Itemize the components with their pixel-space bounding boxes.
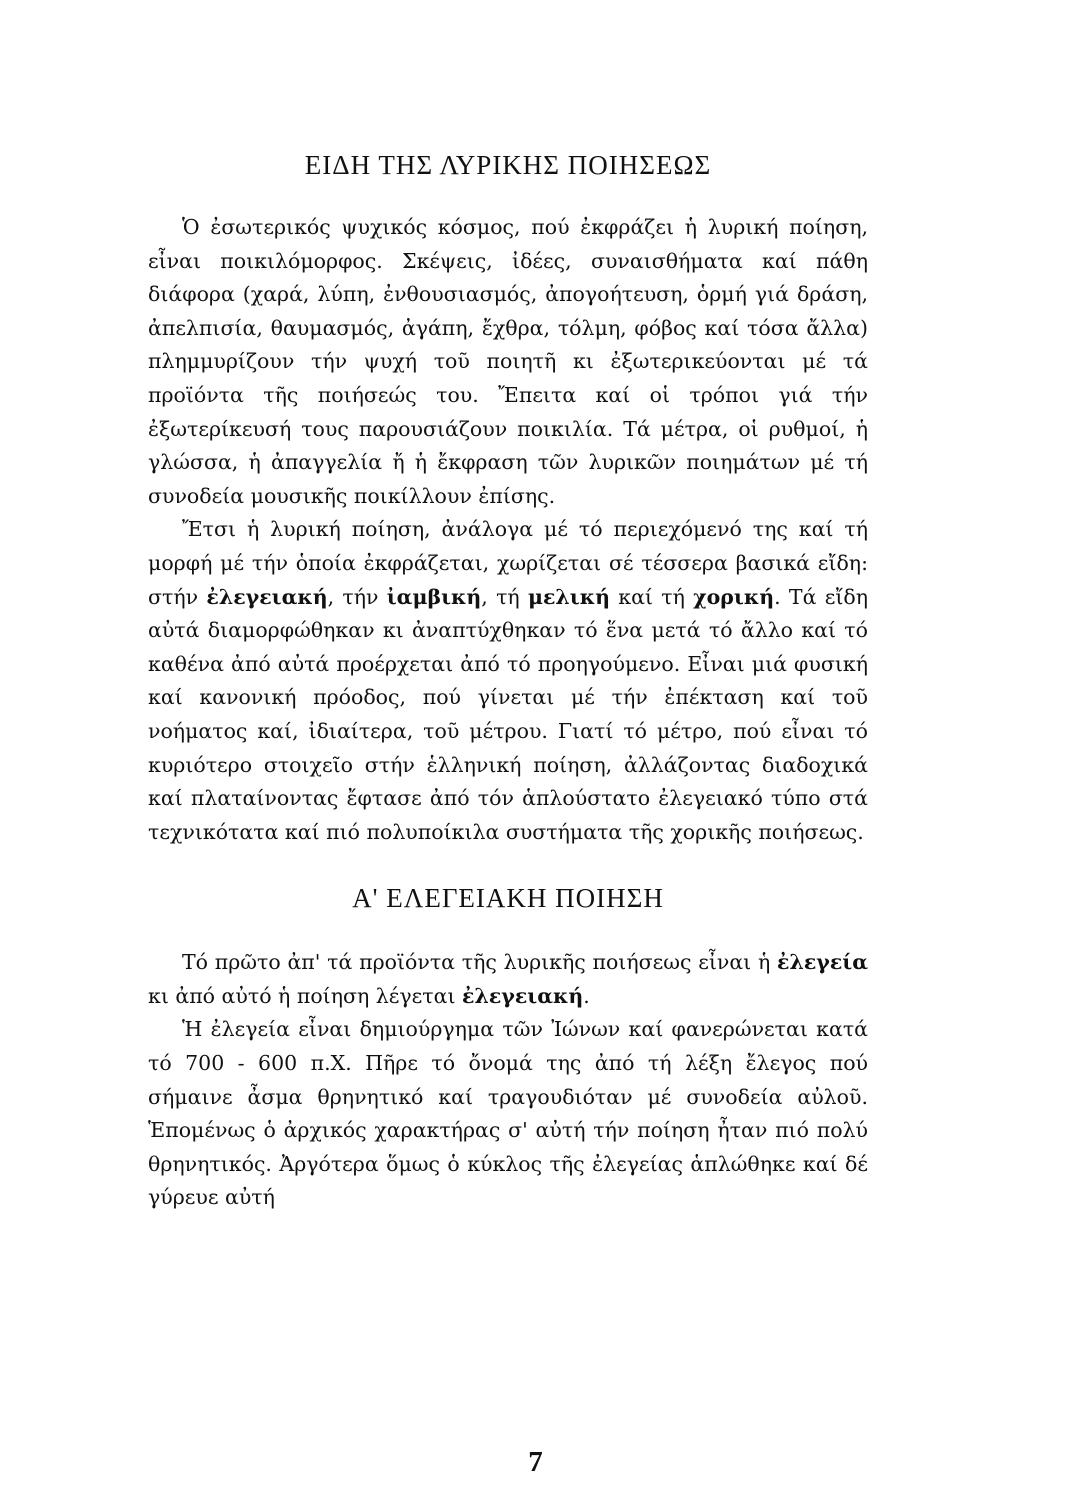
term-elegiac: ἐλεγειακή	[206, 584, 328, 609]
elegy-text-2: κι ἀπό αὐτό ἡ ποίηση λέγεται	[148, 983, 462, 1008]
intro-paragraph-2	[148, 513, 868, 849]
intro-text-3: , τή	[481, 584, 528, 609]
term-choral: χορική	[693, 584, 775, 609]
intro-text-2: , τήν	[327, 584, 387, 609]
book-page	[148, 148, 868, 1215]
term-elegiac-2: ἐλεγειακή	[462, 983, 584, 1008]
elegy-paragraph-1	[148, 946, 868, 1013]
page-number: 7	[528, 1446, 543, 1478]
section-title: ΕΙΔΗ ΤΗΣ ΛΥΡΙΚΗΣ ΠΟΙΗΣΕΩΣ	[304, 150, 712, 180]
term-elegy: ἐλεγεία	[777, 950, 868, 975]
subsection-title: Α' ΕΛΕΓΕΙΑΚΗ ΠΟΙΗΣΗ	[352, 883, 664, 914]
elegy-text-1: Τό πρῶτο ἀπ' τά προϊόντα τῆς λυρικῆς ποιήσεως εἶναι ἡ	[182, 950, 777, 975]
intro-text-4: καί τή	[610, 584, 694, 609]
intro-text-1: Ἔτσι ἡ λυρική ποίηση, ἀνάλογα μέ τό περιεχόμενό της καί τή μορφή μέ τήν ὁποία ἐκφράζεται, χωρίζεται σέ τέσσερα βασικά εἴδη: στήν	[148, 517, 868, 609]
intro-text-5: . Τά εἴδη αὐτά διαμορφώθηκαν κι ἀναπτύχθηκαν τό ἕνα μετά τό ἄλλο καί τό καθένα ἀπό αὐτά προέρχεται ἀπό τό προηγούμενο. Εἶναι μιά φυσική καί κανονική πρόοδος, πού γίνεται μέ τήν ἐπέκταση καί τοῦ νοήματος καί, ἰδιαίτερα, τοῦ μέτρου. Γιατί τό μέτρο, πού εἶναι τό κυριότερο στοιχεῖο στήν ἑλληνική ποίηση, ἀλλάζοντας διαδοχικά καί πλαταίνοντας ἔφτασε ἀπό τόν ἁπλούστατο ἐλεγειακό τύπο στά τεχνικότατα καί πιό πολυποίκιλα συστήματα τῆς χορικῆς ποιήσεως.	[148, 584, 868, 844]
elegy-text-3: .	[583, 983, 590, 1008]
term-melic: μελική	[527, 584, 610, 609]
term-iambic: ἰαμβική	[386, 584, 482, 609]
elegy-paragraph-2: Ἡ ἐλεγεία εἶναι δημιούργημα τῶν Ἰώνων καί φανερώνεται κατά τό 700 - 600 π.Χ. Πῆρε τό ὄνομά της ἀπό τή λέξη ἔλεγος πού σήμαινε ἆσμα θρηνητικό καί τραγουδιόταν μέ συνοδεία αὐλοῦ. Ἑπομένως ὁ ἀρχικός χαρακτήρας σ' αὐτή τήν ποίηση ἦταν πιό πολύ θρηνητικός. Ἀργότερα ὅμως ὁ κύκλος τῆς ἐλεγείας ἁπλώθηκε καί δέ γύρευε αὐτή	[148, 1017, 868, 1210]
intro-paragraph-1: Ὁ ἐσωτερικός ψυχικός κόσμος, πού ἐκφράζει ἡ λυρική ποίηση, εἶναι ποικιλόμορφος. Σκέψεις, ἰδέες, συναισθήματα καί πάθη διάφορα (χαρά, λύπη, ἐνθουσιασμός, ἀπογοήτευση, ὁρμή γιά δράση, ἀπελπισία, θαυμασμός, ἀγάπη, ἔχθρα, τόλμη, φόβος καί τόσα ἄλλα) πλημμυρίζουν τήν ψυχή τοῦ ποιητῆ κι ἐξωτερικεύονται μέ τά προϊόντα τῆς ποιήσεώς του. Ἔπειτα καί οἱ τρόποι γιά τήν ἐξωτερίκευσή τους παρουσιάζουν ποικιλία. Τά μέτρα, οἱ ρυθμοί, ἡ γλώσσα, ἡ ἀπαγγελία ἤ ἡ ἔκφραση τῶν λυρικῶν ποιημάτων μέ τή συνοδεία μουσικῆς ποικίλλουν ἐπίσης.	[148, 215, 868, 508]
